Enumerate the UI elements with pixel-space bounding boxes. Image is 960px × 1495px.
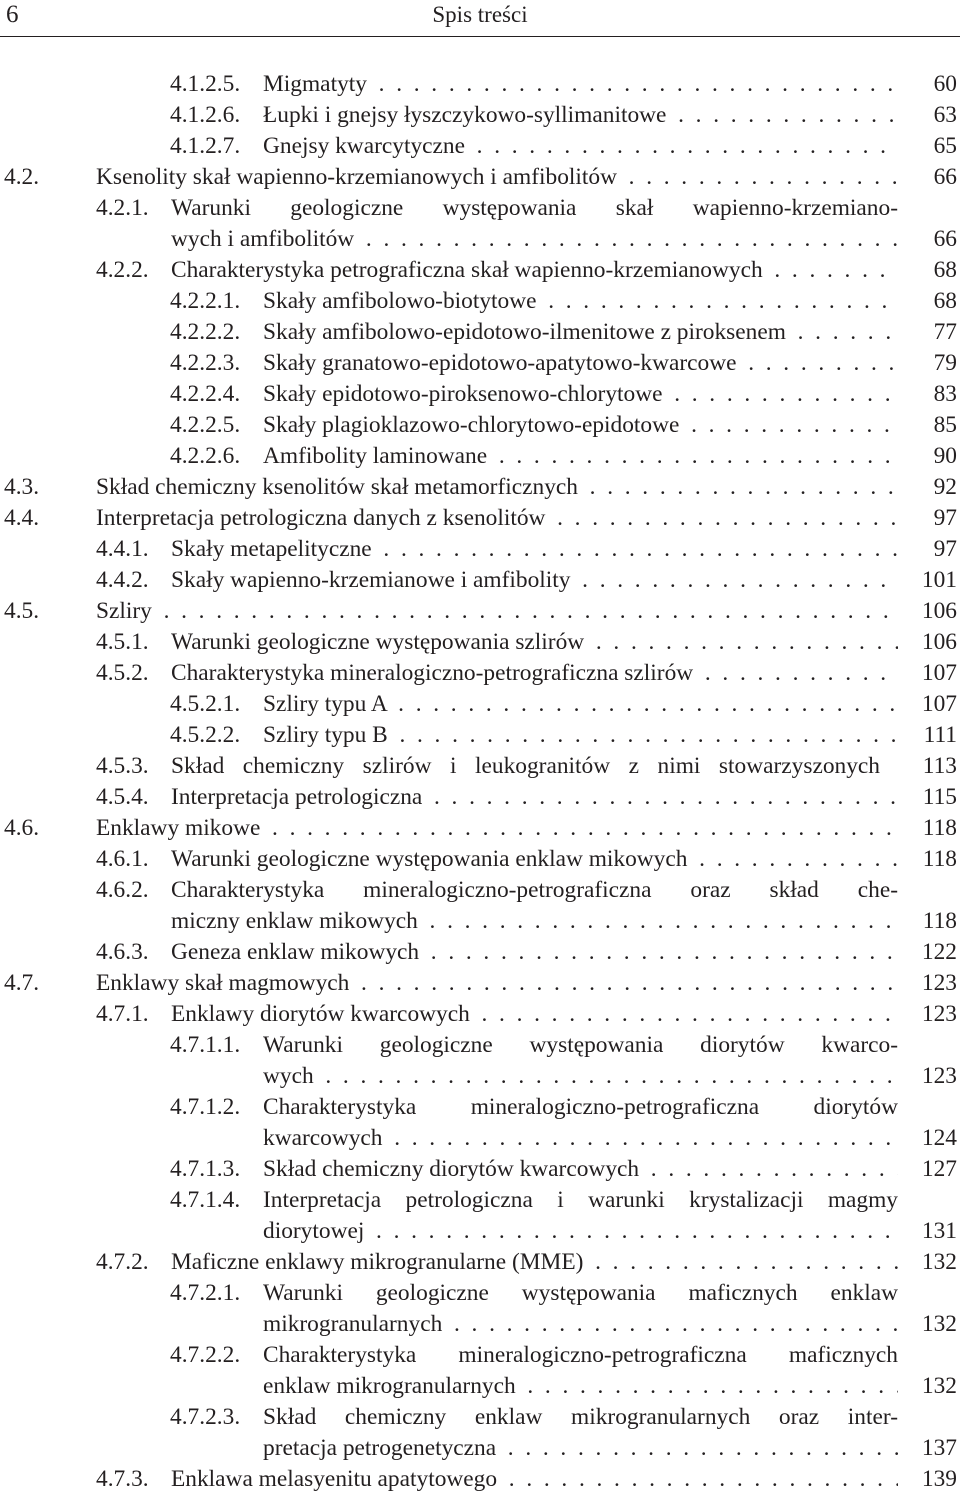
toc-entry-title: Gnejsy kwarcytyczne . . xyxy=(263,131,898,162)
toc-entry-page: 60 xyxy=(933,71,957,97)
toc-entry-title: kwarcowych . . xyxy=(263,1123,898,1154)
toc-entry-number: 4.1.2.5. xyxy=(170,71,241,97)
toc-entry-title: Warunki geologiczne występowania maficznych enklaw xyxy=(263,1280,898,1306)
toc-entry xyxy=(0,1092,960,1123)
toc-entry-page: 123 xyxy=(921,970,957,996)
toc-entry-title: wych . . xyxy=(263,1061,898,1092)
toc-entry-page: 68 xyxy=(933,288,957,314)
toc-entry xyxy=(0,379,960,410)
toc-entry-title: Skład chemiczny enklaw mikrogranularnych oraz inter- xyxy=(263,1404,898,1430)
toc-entry-title: enklaw mikrogranularnych . . xyxy=(263,1371,898,1402)
toc-entry xyxy=(0,968,960,999)
toc-entry-page: 92 xyxy=(933,474,957,500)
toc-entry-page: 124 xyxy=(921,1125,957,1151)
toc-entry-number: 4.2.2.1. xyxy=(170,288,241,314)
toc-entry-page: 65 xyxy=(933,133,957,159)
toc-entry-number: 4.7.2. xyxy=(96,1249,149,1275)
toc-entry-title: Enklawy diorytów kwarcowych . . xyxy=(171,999,898,1030)
toc-entry-title: Skład chemiczny szlirów i leukogranitów z nimi stowarzyszonych xyxy=(171,753,880,779)
toc-entry xyxy=(0,875,960,906)
toc-entry-number: 4.7.2.1. xyxy=(170,1280,241,1306)
toc-entry-page: 139 xyxy=(921,1466,957,1492)
toc-entry-title: Ksenolity skał wapienno-krzemianowych i amfibolitów . . xyxy=(96,162,898,193)
toc-entry-title: Charakterystyka mineralogiczno-petrograficzna oraz skład che- xyxy=(171,877,898,903)
toc-entry xyxy=(0,1247,960,1278)
toc-entry-title: Skład chemiczny ksenolitów skał metamorficznych . . xyxy=(96,472,898,503)
toc-entry-page: 132 xyxy=(921,1249,957,1275)
toc-entry xyxy=(0,1433,960,1464)
toc-entry-number: 4.3. xyxy=(4,474,40,500)
toc-entry-title: Interpretacja petrologiczna . . xyxy=(171,782,898,813)
toc-entry-title: Skały epidotowo-piroksenowo-chlorytowe . . xyxy=(263,379,898,410)
toc-entry xyxy=(0,720,960,751)
toc-entry-title: Charakterystyka mineralogiczno-petrograficzna diorytów xyxy=(263,1094,898,1120)
toc-entry-number: 4.5.2.1. xyxy=(170,691,241,717)
toc-entry xyxy=(0,348,960,379)
toc-entry-page: 118 xyxy=(922,815,957,841)
toc-entry-page: 107 xyxy=(921,660,957,686)
toc-entry-title: Skały amfibolowo-biotytowe . . xyxy=(263,286,898,317)
toc-entry xyxy=(0,1402,960,1433)
toc-entry xyxy=(0,1061,960,1092)
toc-entry-number: 4.2. xyxy=(4,164,40,190)
toc-entry-title: Enklawa melasyenitu apatytowego . . xyxy=(171,1464,898,1495)
toc-entry xyxy=(0,69,960,100)
toc-entry-number: 4.7.1.3. xyxy=(170,1156,241,1182)
toc-entry-number: 4.4.2. xyxy=(96,567,149,593)
toc-entry-page: 63 xyxy=(933,102,957,128)
toc-entry-title: Warunki geologiczne występowania diorytów kwarco- xyxy=(263,1032,898,1058)
toc-entry xyxy=(0,751,960,782)
toc-entry xyxy=(0,906,960,937)
toc-entry-page: 83 xyxy=(933,381,957,407)
toc-entry-page: 85 xyxy=(933,412,957,438)
toc-entry xyxy=(0,782,960,813)
toc-entry-number: 4.5. xyxy=(4,598,40,624)
toc-entry-title: diorytowej . . xyxy=(263,1216,898,1247)
toc-entry xyxy=(0,1278,960,1309)
toc-entry-page: 122 xyxy=(921,939,957,965)
toc-entry xyxy=(0,131,960,162)
toc-entry-title: mikrogranularnych . . xyxy=(263,1309,898,1340)
toc-entry-title: Skały amfibolowo-epidotowo-ilmenitowe z piroksenem . . xyxy=(263,317,898,348)
toc-entry xyxy=(0,255,960,286)
toc-entry-title: Charakterystyka petrograficzna skał wapienno-krzemianowych . . xyxy=(171,255,898,286)
toc-entry-number: 4.7.3. xyxy=(96,1466,149,1492)
toc-entry xyxy=(0,534,960,565)
toc-entry-page: 111 xyxy=(923,722,957,748)
toc-entry-page: 127 xyxy=(921,1156,957,1182)
toc-entry-title: wych i amfibolitów . . xyxy=(171,224,898,255)
toc-entry-title: Skały plagioklazowo-chlorytowo-epidotowe . . xyxy=(263,410,898,441)
toc-entry-title: Charakterystyka mineralogiczno-petrograficzna szlirów . . xyxy=(171,658,898,689)
toc-entry-number: 4.5.4. xyxy=(96,784,149,810)
toc-entry xyxy=(0,844,960,875)
toc-entry-title: Warunki geologiczne występowania enklaw mikowych . . xyxy=(171,844,898,875)
toc-entry-title: Charakterystyka mineralogiczno-petrograficzna maficznych xyxy=(263,1342,898,1368)
running-title: Spis treści xyxy=(432,2,528,27)
toc-entry-title: Interpretacja petrologiczna i warunki krystalizacji magmy xyxy=(263,1187,898,1213)
toc-entry-page: 107 xyxy=(921,691,957,717)
toc-entry-title: Enklawy skał magmowych . . xyxy=(96,968,898,999)
toc-entry xyxy=(0,1154,960,1185)
toc-entry xyxy=(0,441,960,472)
toc-entry-page: 113 xyxy=(922,753,957,779)
toc-entry xyxy=(0,1216,960,1247)
toc-entry-number: 4.7.2.3. xyxy=(170,1404,241,1430)
toc-entry-title: Szliry . . xyxy=(96,596,898,627)
toc-entry-number: 4.7.1.1. xyxy=(170,1032,241,1058)
toc-entry xyxy=(0,286,960,317)
toc-entry-number: 4.7.1.2. xyxy=(170,1094,241,1120)
toc-entry xyxy=(0,1030,960,1061)
page-header xyxy=(0,0,960,37)
toc-entry-number: 4.2.2.3. xyxy=(170,350,241,376)
table-of-contents xyxy=(0,69,960,1495)
toc-entry-page: 137 xyxy=(921,1435,957,1461)
toc-entry-number: 4.7.1. xyxy=(96,1001,149,1027)
toc-entry-page: 106 xyxy=(921,598,957,624)
toc-entry xyxy=(0,1371,960,1402)
toc-entry-page: 123 xyxy=(921,1063,957,1089)
toc-entry-number: 4.5.3. xyxy=(96,753,149,779)
toc-entry-number: 4.2.2.2. xyxy=(170,319,241,345)
toc-entry-page: 132 xyxy=(921,1311,957,1337)
toc-entry-title: Interpretacja petrologiczna danych z ksenolitów . . xyxy=(96,503,898,534)
toc-entry-title: Szliry typu B . . xyxy=(263,720,898,751)
toc-entry xyxy=(0,1464,960,1495)
toc-entry-title: Skład chemiczny diorytów kwarcowych . . xyxy=(263,1154,898,1185)
toc-entry xyxy=(0,162,960,193)
toc-entry-page: 131 xyxy=(921,1218,957,1244)
page-number: 6 xyxy=(6,1,19,28)
toc-entry-title: Skały granatowo-epidotowo-apatytowo-kwarcowe . . xyxy=(263,348,898,379)
toc-entry xyxy=(0,193,960,224)
toc-entry-title: Enklawy mikowe . . xyxy=(96,813,898,844)
toc-entry-page: 115 xyxy=(922,784,957,810)
toc-entry xyxy=(0,627,960,658)
toc-entry xyxy=(0,317,960,348)
toc-entry-number: 4.2.2.6. xyxy=(170,443,241,469)
toc-entry xyxy=(0,224,960,255)
toc-entry-number: 4.5.2. xyxy=(96,660,149,686)
toc-entry xyxy=(0,100,960,131)
toc-entry-number: 4.7.1.4. xyxy=(170,1187,241,1213)
toc-entry xyxy=(0,689,960,720)
toc-entry-page: 90 xyxy=(933,443,957,469)
toc-entry-title: Warunki geologiczne występowania szlirów . . xyxy=(171,627,898,658)
toc-entry-title: Amfibolity laminowane . . xyxy=(263,441,898,472)
toc-entry-number: 4.6.3. xyxy=(96,939,149,965)
toc-entry-title: pretacja petrogenetyczna . . xyxy=(263,1433,898,1464)
toc-entry-page: 66 xyxy=(933,164,957,190)
toc-entry-page: 118 xyxy=(922,846,957,872)
toc-entry-page: 79 xyxy=(933,350,957,376)
toc-entry-title: miczny enklaw mikowych . . xyxy=(171,906,898,937)
toc-entry-title: Łupki i gnejsy łyszczykowo-syllimanitowe . . xyxy=(263,100,898,131)
toc-entry-number: 4.5.2.2. xyxy=(170,722,241,748)
toc-entry-title: Migmatyty . . xyxy=(263,69,898,100)
toc-entry-page: 97 xyxy=(933,536,957,562)
toc-entry-number: 4.7. xyxy=(4,970,40,996)
toc-entry-number: 4.1.2.6. xyxy=(170,102,241,128)
toc-entry-number: 4.1.2.7. xyxy=(170,133,241,159)
toc-entry-page: 101 xyxy=(921,567,957,593)
toc-entry-number: 4.7.2.2. xyxy=(170,1342,241,1368)
toc-entry xyxy=(0,658,960,689)
toc-entry-title: Maficzne enklawy mikrogranularne (MME) . . xyxy=(171,1247,898,1278)
toc-entry-number: 4.2.2.4. xyxy=(170,381,241,407)
toc-entry xyxy=(0,1340,960,1371)
toc-entry-title: Geneza enklaw mikowych . . xyxy=(171,937,898,968)
toc-entry-page: 106 xyxy=(921,629,957,655)
toc-entry-number: 4.2.2. xyxy=(96,257,149,283)
toc-entry-title: Warunki geologiczne występowania skał wapienno-krzemiano- xyxy=(171,195,898,221)
toc-entry-page: 123 xyxy=(921,1001,957,1027)
toc-entry-number: 4.6. xyxy=(4,815,40,841)
toc-entry-title: Skały wapienno-krzemianowe i amfibolity . . xyxy=(171,565,898,596)
toc-entry-title: Szliry typu A . . xyxy=(263,689,898,720)
toc-entry xyxy=(0,565,960,596)
toc-entry xyxy=(0,596,960,627)
toc-entry-page: 66 xyxy=(933,226,957,252)
toc-entry-page: 68 xyxy=(933,257,957,283)
toc-entry xyxy=(0,1309,960,1340)
toc-entry xyxy=(0,813,960,844)
toc-entry-page: 77 xyxy=(933,319,957,345)
toc-entry-number: 4.4. xyxy=(4,505,40,531)
toc-entry-number: 4.5.1. xyxy=(96,629,149,655)
toc-entry-number: 4.6.1. xyxy=(96,846,149,872)
toc-entry-page: 97 xyxy=(933,505,957,531)
toc-entry xyxy=(0,410,960,441)
toc-entry xyxy=(0,1185,960,1216)
toc-entry-number: 4.6.2. xyxy=(96,877,149,903)
toc-entry xyxy=(0,937,960,968)
toc-entry-number: 4.2.1. xyxy=(96,195,149,221)
toc-entry xyxy=(0,1123,960,1154)
toc-entry-number: 4.2.2.5. xyxy=(170,412,241,438)
toc-entry-title: Skały metapelityczne . . xyxy=(171,534,898,565)
toc-entry-page: 132 xyxy=(921,1373,957,1399)
toc-entry xyxy=(0,472,960,503)
toc-entry-number: 4.4.1. xyxy=(96,536,149,562)
toc-entry xyxy=(0,503,960,534)
toc-entry-page: 118 xyxy=(922,908,957,934)
toc-entry xyxy=(0,999,960,1030)
